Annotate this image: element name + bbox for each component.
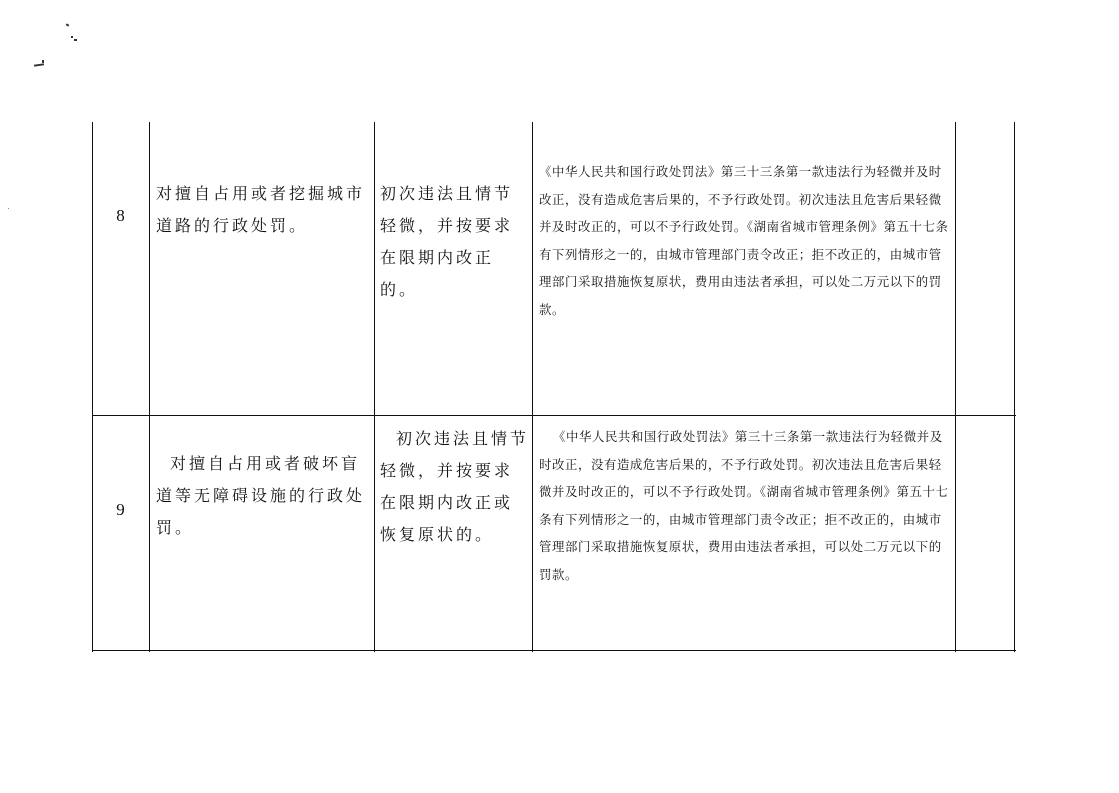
exemption-condition-cell: 初次违法且情节轻微，并按要求在限期内改正或恢复原状的。 <box>380 429 530 544</box>
scan-speck <box>66 23 70 26</box>
scan-speck <box>8 208 9 209</box>
row-number-cell: 9 <box>116 500 125 519</box>
exemption-condition-cell: 初次违法且情节轻微，并按要求在限期内改正的。 <box>380 184 514 299</box>
penalty-item-cell: 对擅自占用或者破坏盲道等无障碍设施的行政处罚。 <box>156 454 366 537</box>
remark-cell <box>958 126 1012 412</box>
table-border-right <box>1014 122 1015 652</box>
table-border-left <box>92 122 93 652</box>
column-divider <box>532 122 533 652</box>
penalty-item-cell: 对擅自占用或者挖掘城市道路的行政处罚。 <box>156 184 366 235</box>
column-divider <box>955 122 956 652</box>
legal-basis-cell: 《中华人民共和国行政处罚法》第三十三条第一款违法行为轻微并及时改正，没有造成危害后果的，不予行政处罚。初次违法且危害后果轻微并及时改正的，可以不予行政处罚。《湖南省城市管理条例》第五十七条有下列情形之一的，由城市管理部门责令改正；拒不改正的，由城市管理部门采取措施恢复原状，费用由违法者承担，可以处二万元以下的罚款。 <box>539 164 949 317</box>
column-divider <box>149 122 150 652</box>
row-number-cell: 8 <box>116 206 125 225</box>
legal-basis-cell: 《中华人民共和国行政处罚法》第三十三条第一款违法行为轻微并及时改正，没有造成危害后果的，不予行政处罚。初次违法且危害后果轻微并及时改正的，可以不予行政处罚。《湖南省城市管理条例》第五十七条有下列情形之一的，由城市管理部门责令改正；拒不改正的，由城市管理部门采取措施恢复原状，费用由违法者承担，可以处二万元以下的罚款。 <box>539 429 949 582</box>
column-divider <box>374 122 375 652</box>
table-border-bottom <box>92 650 1016 651</box>
penalty-exemption-table <box>92 122 1016 652</box>
remark-cell <box>958 420 1012 648</box>
scan-speck <box>34 63 44 66</box>
scan-speck <box>71 36 73 38</box>
scan-speck <box>42 60 44 63</box>
scan-speck <box>74 39 77 41</box>
row-divider <box>92 415 1016 416</box>
